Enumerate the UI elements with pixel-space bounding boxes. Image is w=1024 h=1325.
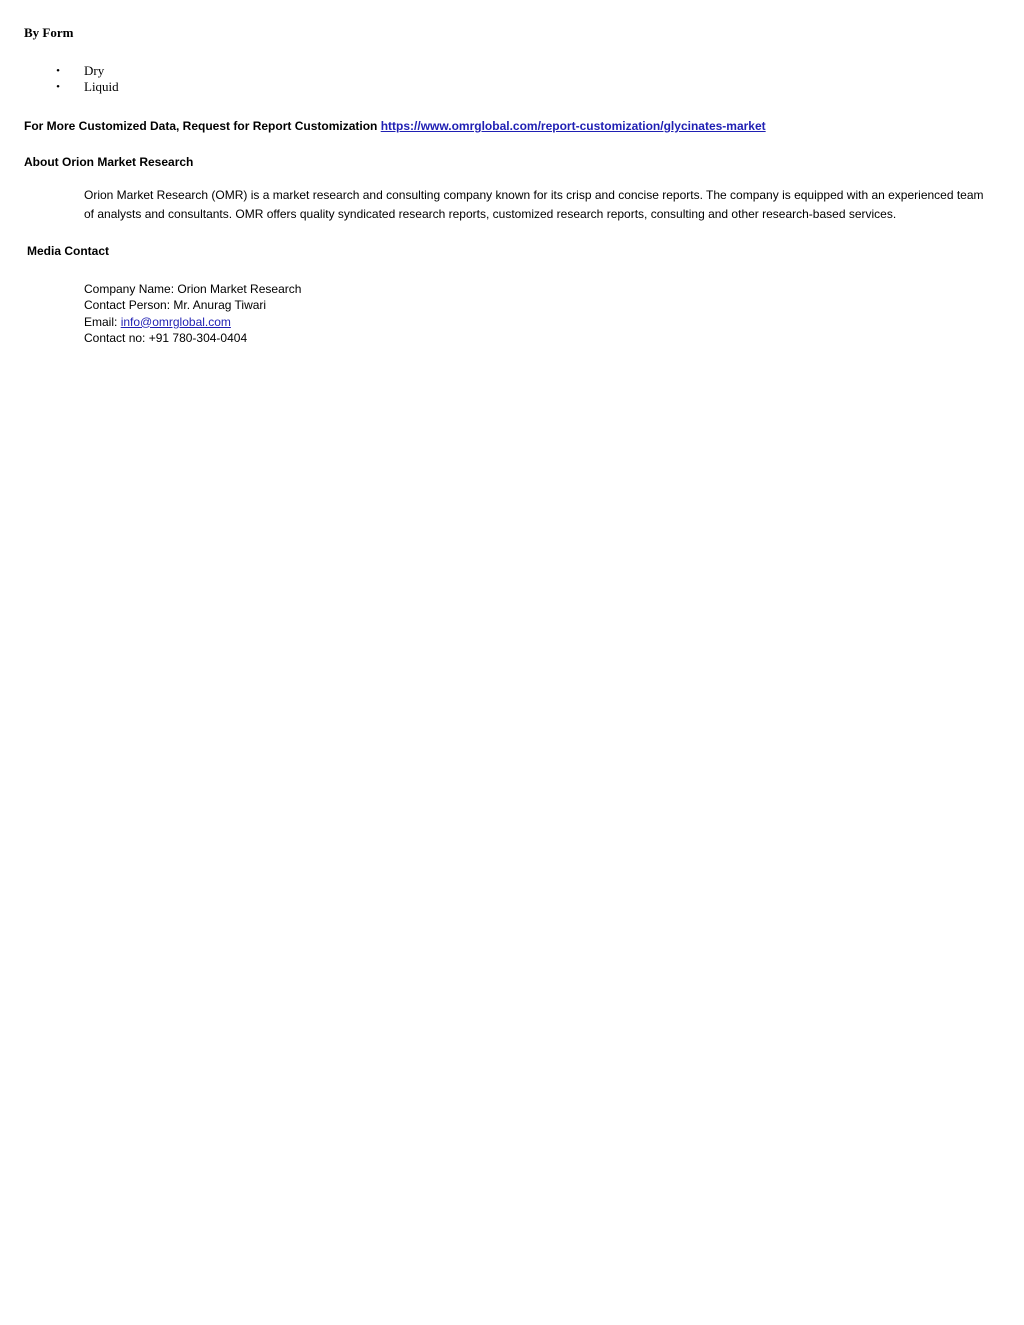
form-list [0, 63, 119, 95]
contact-block [84, 281, 301, 346]
customization-line [24, 119, 766, 133]
email-label: Email: [84, 314, 121, 329]
list-item [0, 79, 119, 95]
customization-link[interactable]: https://www.omrglobal.com/report-customization/glycinates-market [380, 119, 766, 133]
media-contact-heading: Media Contact [27, 244, 110, 258]
by-form-heading: By Form [24, 25, 74, 40]
about-heading: About Orion Market Research [24, 155, 194, 169]
about-paragraph: Orion Market Research (OMR) is a market research and consulting company known for its crisp and concise reports. The company is equipped with an experienced team of analysts and consultants. OMR offers quality syndicated research reports, customized research reports, consulting and other research-based services. [84, 188, 984, 221]
list-item [0, 63, 119, 79]
email-link[interactable]: info@omrglobal.com [120, 314, 231, 329]
email-line [84, 314, 301, 330]
list-item-label: Dry [84, 63, 105, 78]
bullet-icon: • [56, 81, 60, 93]
company-name-line: Company Name: Orion Market Research [84, 282, 302, 296]
phone-line: Contact no: +91 780-304-0404 [84, 330, 248, 345]
customization-label: For More Customized Data, Request for Report Customization [24, 119, 378, 133]
list-item-label: Liquid [84, 79, 119, 94]
contact-person-line: Contact Person: Mr. Anurag Tiwari [84, 298, 267, 313]
bullet-icon: • [56, 65, 60, 77]
